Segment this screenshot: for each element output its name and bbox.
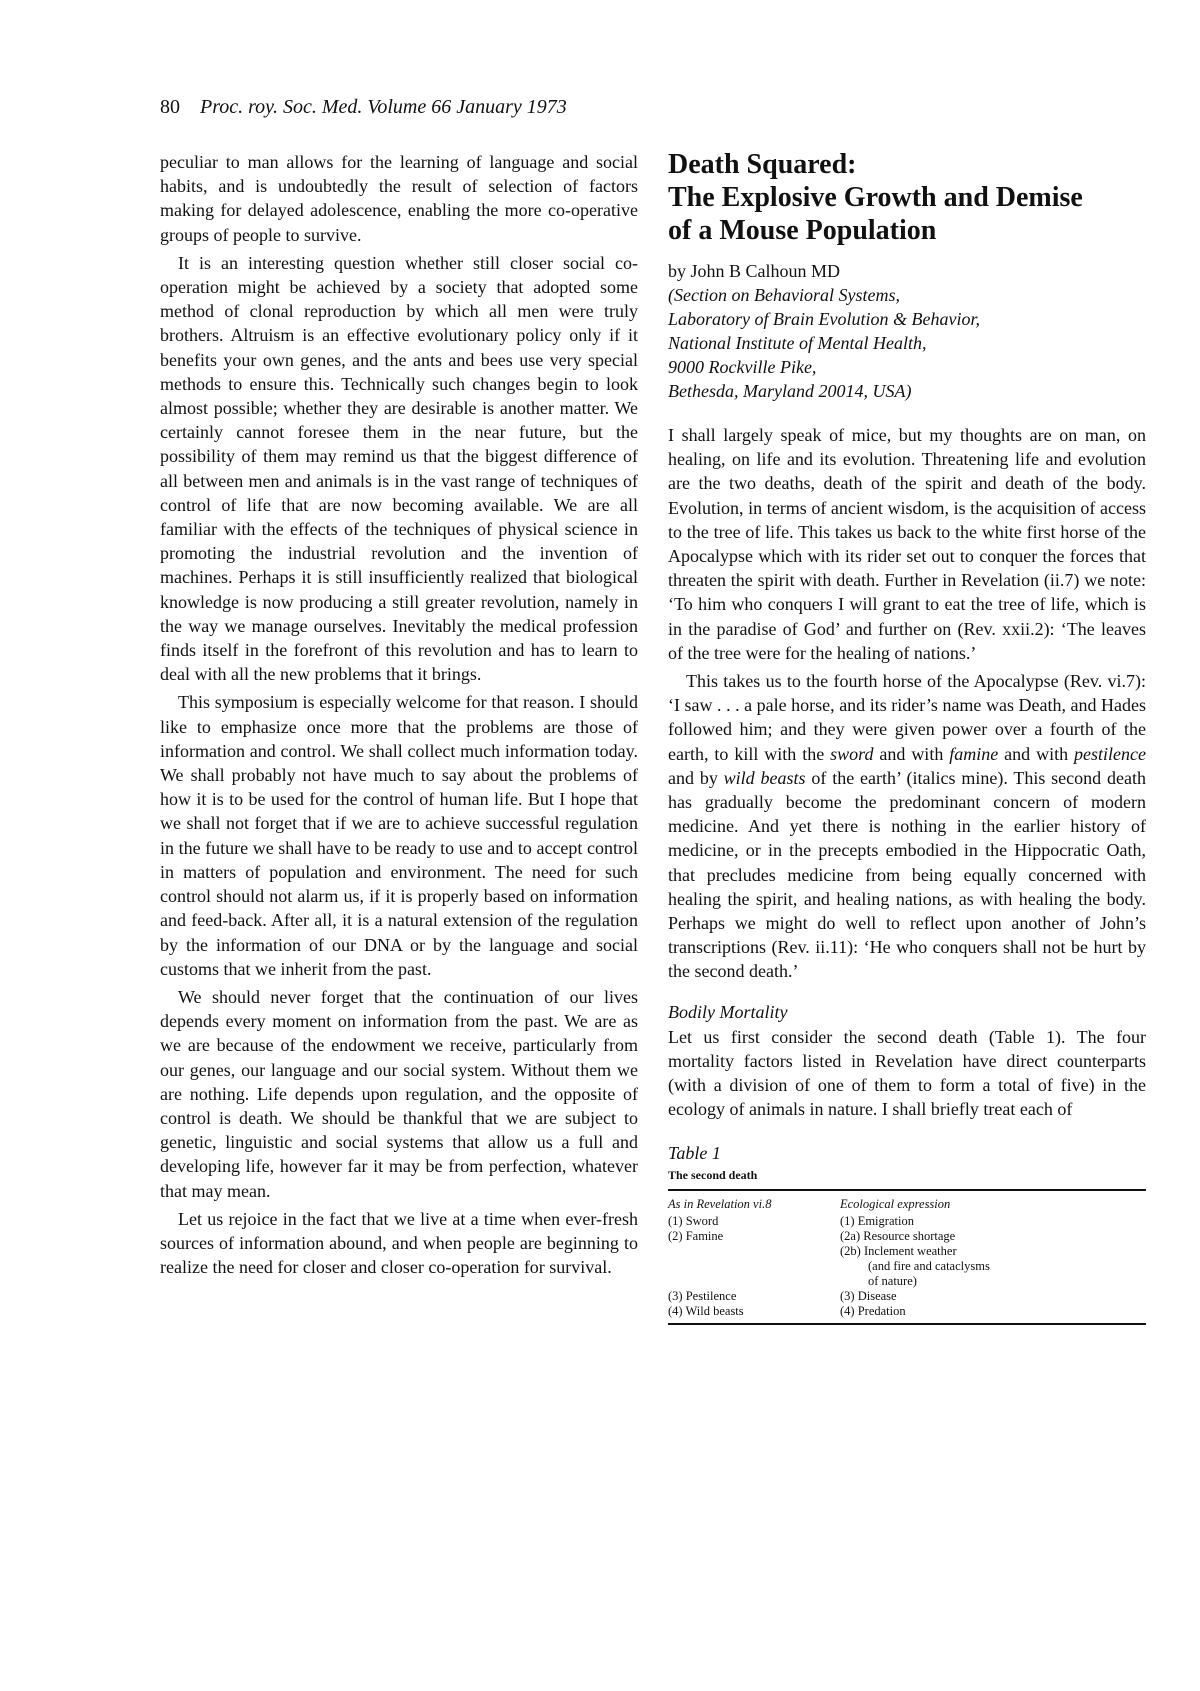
italic-term: wild beasts [723,767,806,788]
section-heading: Bodily Mortality [668,1001,788,1022]
affiliation [668,283,1146,403]
title-line: The Explosive Growth and Demise [668,182,1083,213]
affiliation-line: Bethesda, Maryland 20014, USA) [668,381,912,401]
table-cell: (4) Predation [840,1304,906,1319]
affiliation-line: 9000 Rockville Pike, [668,357,817,377]
table-cell: (3) Pestilence [668,1289,737,1304]
page-number: 80 [160,96,180,118]
title-line: Death Squared: [668,149,857,180]
table-cell: of nature) [868,1274,917,1289]
paragraph: We should never forget that the continuation of our lives depends every moment on information from the past. We are as we are because of the endowment we receive, particularly from our genes, our language and our social system. Without them we are nothing. Life depends upon regulation, and the opposite of control is death. We should be thankful that we are subject to genetic, linguistic and social systems that allow us a full and developing life, however far it may be from perfection, whatever that may mean. [160,986,638,1201]
running-head [160,96,567,119]
paragraph: Let us first consider the second death (Table 1). The four mortality factors listed in Revelation have direct counterparts (with a division of one of them to form a total of five) in the ecology of animals in nature. I shall briefly treat each of [668,1026,1146,1120]
title-line: of a Mouse Population [668,215,937,246]
table-column-ecology [840,1197,1146,1319]
table-cell: (1) Sword [668,1214,719,1229]
table-cell: (4) Wild beasts [668,1304,744,1319]
table-cell: (and fire and cataclysms [868,1259,990,1274]
affiliation-line: National Institute of Mental Health, [668,333,927,353]
affiliation-line: Laboratory of Brain Evolution & Behavior, [668,309,980,329]
left-column [160,150,638,1279]
paragraph: Let us rejoice in the fact that we live at a time when ever-fresh sources of information abound, and when people are beginning to realize the need for closer and closer co-operation for survival. [160,1208,638,1278]
italic-term: famine [949,743,999,764]
affiliation-line: (Section on Behavioral Systems, [668,285,900,305]
article-title [668,148,1146,247]
table-cell: (1) Emigration [840,1214,914,1229]
table-cell: (3) Disease [840,1289,897,1304]
paragraph: It is an interesting question whether still closer social co-operation might be achieved by a society that adopted some method of clonal reproduction by which all men were truly brothers. Altruism is an effective evolutionary policy only if it benefits your own genes, and the ants and bees use very special methods to ensure this. Technically such changes begin to look almost possible; whether they are desirable is another matter. We certainly cannot foresee them in the near future, but the possibility of them may remind us that the biggest difference of all between men and animals is in the vast range of techniques of control of life that are now becoming available. We are all familiar with the effects of the techniques of physical science in promoting the industrial revolution and the invention of machines. Perhaps it is still insufficiently realized that biological knowledge is now producing a still greater revolution, namely in the way we manage ourselves. Inevitably the medical profession finds itself in the forefront of this revolution and has to learn to deal with all the new problems that it brings. [160,252,638,685]
table-caption: The second death [668,1168,758,1183]
right-column [668,150,1146,1325]
paragraph: peculiar to man allows for the learning of language and social habits, and is undoubtedly the result of selection of factors making for delayed adolescence, enabling the more co-operative groups of people to survive. [160,152,638,245]
italic-term: pestilence [1074,743,1146,764]
table-header: Ecological expression [840,1197,951,1212]
byline: by John B Calhoun MD [668,261,841,281]
italic-term: sword [830,743,874,764]
paragraph: I shall largely speak of mice, but my thoughts are on man, on healing, on life and its evolution. Threatening life and evolution are the two deaths, death of the spirit and death of the body. Evolution, in terms of ancient wisdom, is the acquisition of access to the tree of life. This takes us back to the white first horse of the Apocalypse which with its rider set out to conquer the forces that threaten the spirit with death. Further in Revelation (ii.7) we note: ‘To him who conquers I will grant to eat the tree of life, which is in the paradise of God’ and further on (Rev. xxii.2): ‘The leaves of the tree were for the healing of nations.’ [668,425,1146,663]
journal-citation: Proc. roy. Soc. Med. Volume 66 January 1973 [200,96,567,118]
table-column-revelation [668,1197,840,1319]
table-title: Table 1 [668,1143,721,1164]
table-cell: (2) Famine [668,1229,724,1244]
table-cell: (2a) Resource shortage [840,1229,956,1244]
paragraph: This symposium is especially welcome for that reason. I should like to emphasize once more that the problems are those of information and control. We shall collect much information today. We shall probably not have much to say about the problems of how it is to be used for the control of human life. But I hope that we shall not forget that if we are to achieve successful regulation in the future we shall have to be ready to use and to accept control in matters of population and environment. The need for such control should not alarm us, if it is properly based on information and feed-back. After all, it is a natural extension of the regulation by the information of our DNA or by the language and social customs that we inherit from the past. [160,692,638,979]
mortality-table [668,1189,1146,1325]
paragraph: This takes us to the fourth horse of the Apocalypse (Rev. vi.7): ‘I saw . . . a pale horse, and its rider’s name was Death, and Hades followed him; and they were given power over a fourth of the earth, to kill with the sword and with famine and with pestilence and by wild beasts of the earth’ (italics mine). This second death has gradually become the predominant concern of modern medicine. And yet there is nothing in the earlier history of medicine, or in the precepts embodied in the Hippocratic Oath, that precludes medicine from being equally concerned with healing the spirit, and healing nations, as with healing the body. Perhaps we might do well to reflect upon another of John’s transcriptions (Rev. ii.11): ‘He who conquers shall not be hurt by the second death.’ [668,671,1146,982]
table-cell: (2b) Inclement weather [840,1244,957,1259]
table-header: As in Revelation vi.8 [668,1197,772,1212]
